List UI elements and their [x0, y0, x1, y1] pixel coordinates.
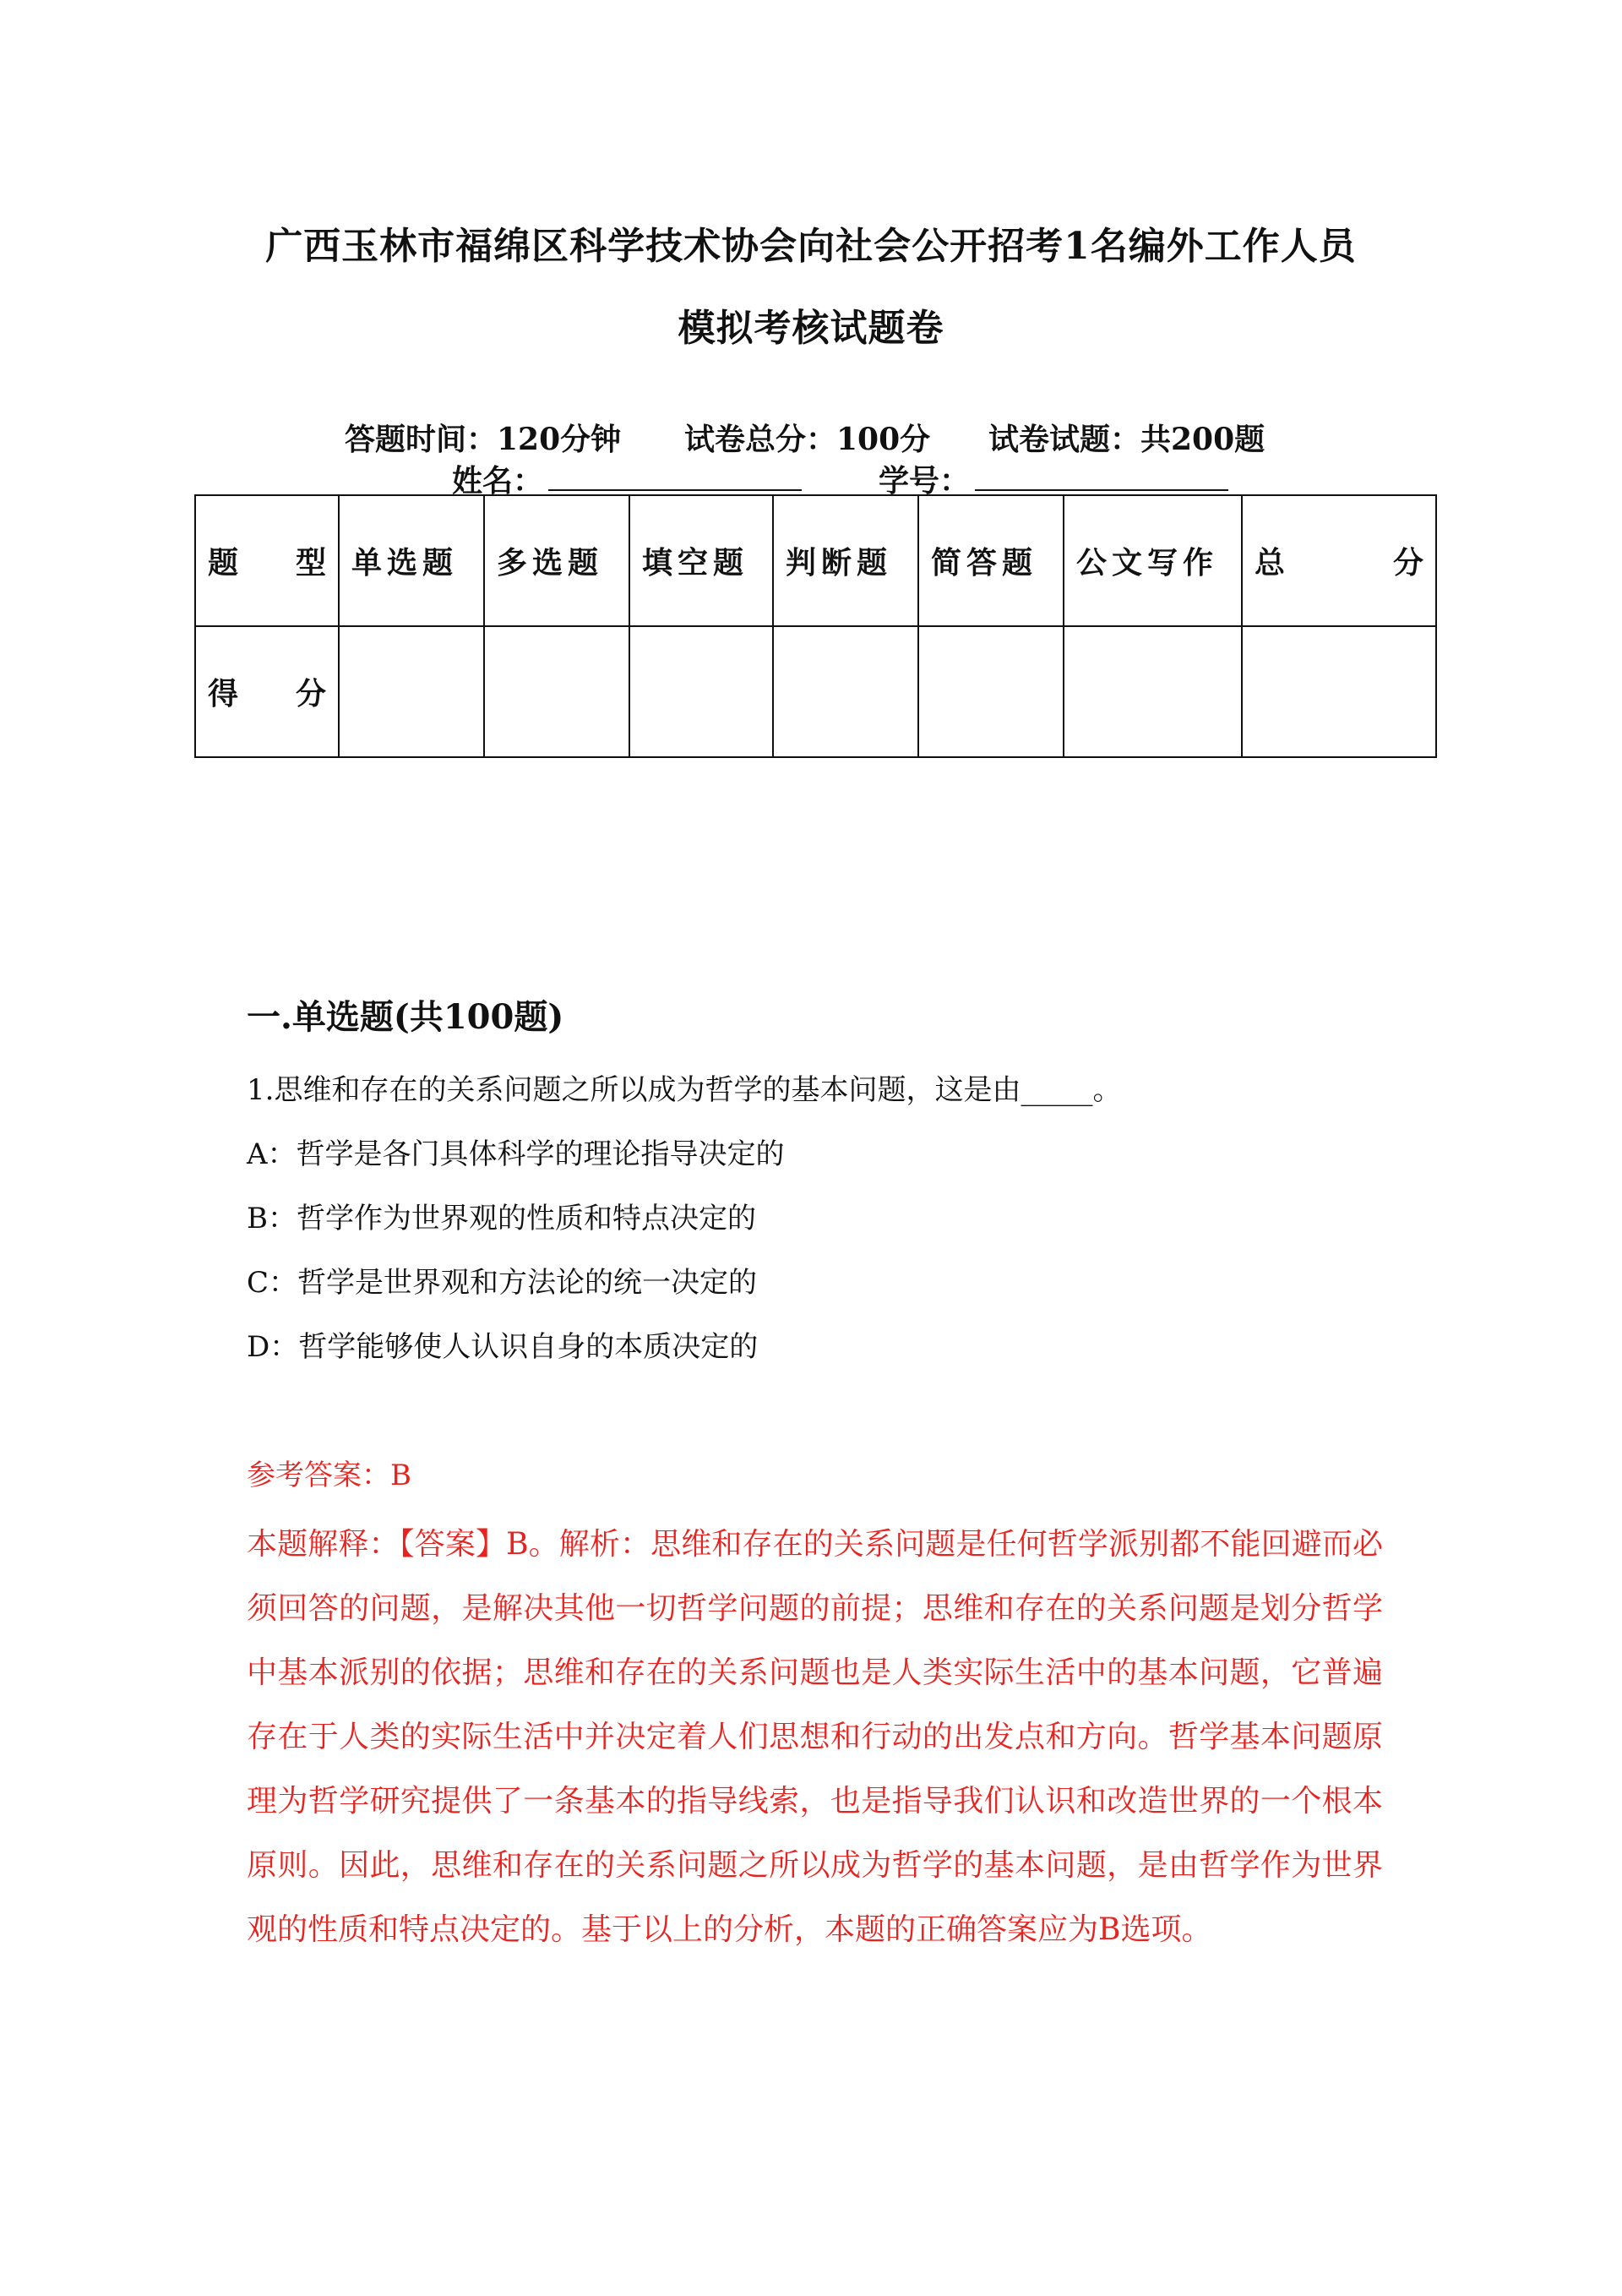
header-label-cell: 题 型 [195, 495, 339, 626]
exam-time: 答题时间：120分钟 [345, 422, 622, 457]
option-c: C：哲学是世界观和方法论的统一决定的 [247, 1266, 758, 1300]
exam-title-line1: 广西玉林市福绵区科学技术协会向社会公开招考1名编外工作人员 [265, 225, 1357, 268]
header-document-writing: 公文写作 [1064, 495, 1242, 626]
score-cell[interactable] [1064, 626, 1242, 757]
header-single-choice: 单选题 [339, 495, 484, 626]
score-cell[interactable] [339, 626, 484, 757]
header-multiple-choice: 多选题 [484, 495, 629, 626]
answer-explanation: 本题解释：【答案】B。解析：思维和存在的关系问题是任何哲学派别都不能回避而必须回答的问题，是解决其他一切哲学问题的前提；思维和存在的关系问题是划分哲学中基本派别的依据；思维和存在的关系问题也是人类实际生活中的基本问题，它普遍存在于人类的实际生活中并决定着人们思想和行动的出发点和方向。哲学基本问题原理为哲学研究提供了一条基本的指导线索，也是指导我们认识和改造世界的一个根本原则。因此，思维和存在的关系问题之所以成为哲学的基本问题，是由哲学作为世界观的性质和特点决定的。基于以上的分析，本题的正确答案应为B选项。 [247, 1527, 1383, 1947]
header-fill-blank: 填空题 [629, 495, 773, 626]
exam-question-count: 试卷试题：共200题 [988, 422, 1265, 457]
reference-answer: 参考答案：B [247, 1459, 411, 1492]
option-d: D：哲学能够使人认识自身的本质决定的 [247, 1330, 759, 1364]
score-cell[interactable] [1242, 626, 1436, 757]
header-total-cell: 总 分 [1242, 495, 1436, 626]
score-table [194, 494, 1437, 758]
exam-title-line2: 模拟考核试题卷 [678, 307, 944, 350]
header-short-answer: 简答题 [918, 495, 1064, 626]
score-cell[interactable] [629, 626, 773, 757]
question-stem: 1.思维和存在的关系问题之所以成为哲学的基本问题，这是由_____。 [247, 1073, 1122, 1107]
option-a: A：哲学是各门具体科学的理论指导决定的 [247, 1137, 785, 1171]
option-b: B：哲学作为世界观的性质和特点决定的 [247, 1202, 756, 1235]
name-label: 姓名： [452, 463, 544, 499]
score-cell[interactable] [484, 626, 629, 757]
student-id-blank[interactable] [975, 464, 1228, 491]
name-blank[interactable] [548, 464, 802, 491]
score-table-score-row [195, 626, 1436, 757]
exam-total-score: 试卷总分：100分 [684, 422, 931, 457]
student-id-label: 学号： [879, 463, 971, 499]
score-table-header-row [195, 495, 1436, 626]
score-cell[interactable] [773, 626, 918, 757]
score-label-cell: 得 分 [195, 626, 339, 757]
score-cell[interactable] [918, 626, 1064, 757]
section-title: 一.单选题(共100题) [247, 997, 564, 1037]
header-true-false: 判断题 [773, 495, 918, 626]
